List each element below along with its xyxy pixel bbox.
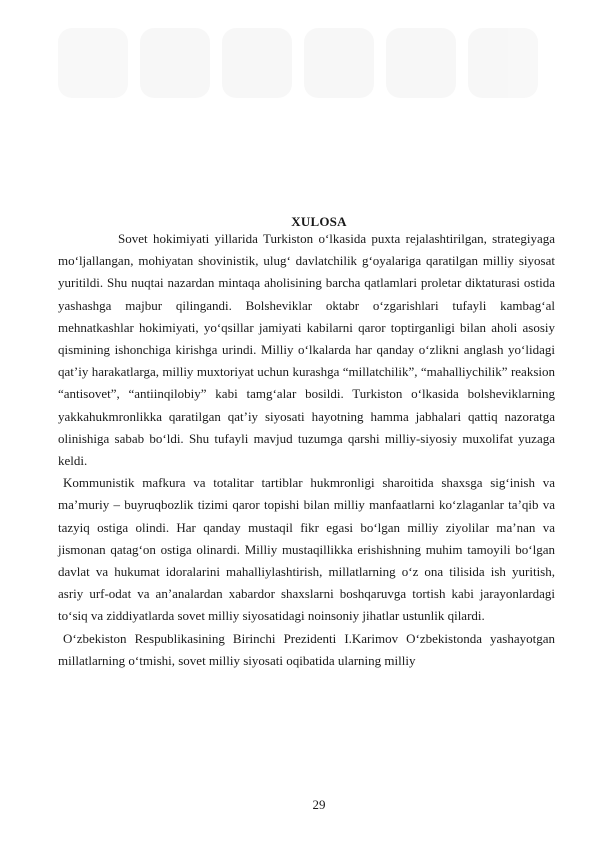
watermark-tile — [386, 28, 456, 98]
page-number: 29 — [312, 797, 326, 812]
watermark-tile — [468, 28, 538, 98]
watermark-tile — [58, 28, 128, 98]
paragraph-1: Sovet hokimiyati yillarida Turkiston o‘lkasida puxta rejalashtirilgan, strategiyaga mo‘ljallangan, mohiyatan shovinistik, ulug‘ davlatchilik g‘oyalariga qaratilgan milliy siyosat yuritildi. Shu nuqtai nazardan mintaqa aholisining barcha qatlamlari proletar diktaturasi ostida yashashga majbur qilingandi. Bolsheviklar oktabr o‘zgarishlari tufayli kambag‘al mehnatkashlar hokimiyati, yo‘qsillar jamiyati kabilarni qaror toptirganligi bilan aholi asosiy qismining ishonchiga kirishga urindi. Milliy o‘lkalarda har qanday o‘zlikni anglash yo‘lidagi qat’iy harakatlarga, milliy muxtoriyat uchun kurashga “millatchilik”, “mahalliychilik” reaksion “antisovet”, “antiinqilobiy” kabi tamg‘alar bosildi. Turkiston o‘lkasida bolsheviklarning yakkahukmronlikka qaratilgan qat’iy siyosati hayotning hamma jabhalari qattiq nazoratga olinishiga sabab bo‘ldi. Shu tufayli mavjud tuzumga qarshi milliy-siyosiy muxolifat yuzaga keldi. — [58, 231, 555, 469]
paragraph-2: Kommunistik mafkura va totalitar tartiblar hukmronligi sharoitida shaxsga sig‘inish va ma’muriy – buyruqbozlik tizimi qaror topishi bilan milliy manfaatlarni ko‘zlaganlar ta’qib va tazyiq ostiga olindi. Har qanday mustaqil fikr egasi bo‘lgan milliy ziyolilar ma’nan va jismonan qatag‘on ostiga olinardi. Milliy mustaqillikka erishishning muhim tamoyili bo‘lgan davlat va hukumat idoralarini mahalliylashtirish, millatlarning o‘z ona tilisida ish yuritish, asriy urf-odat va an’analardan xabardor shaxslarni boshqaruvga tortish kabi jarayonlardagi to‘siq va ziddiyatlarda sovet milliy siyosatidagi noinsoniy jihatlar ustunlik qilardi. — [58, 475, 555, 624]
paragraph-3: O‘zbekiston Respublikasining Birinchi Prezidenti I.Karimov O‘zbekistonda yashayotgan millatlarning o‘tmishi, sovet milliy siyosati oqibatida ularning milliy — [58, 630, 555, 668]
watermark-tile — [222, 28, 292, 98]
body-text — [58, 228, 555, 672]
watermark-tile — [140, 28, 210, 98]
section-title: XULOSA — [291, 213, 347, 229]
watermark-logo — [0, 8, 595, 118]
watermark-tile — [304, 28, 374, 98]
